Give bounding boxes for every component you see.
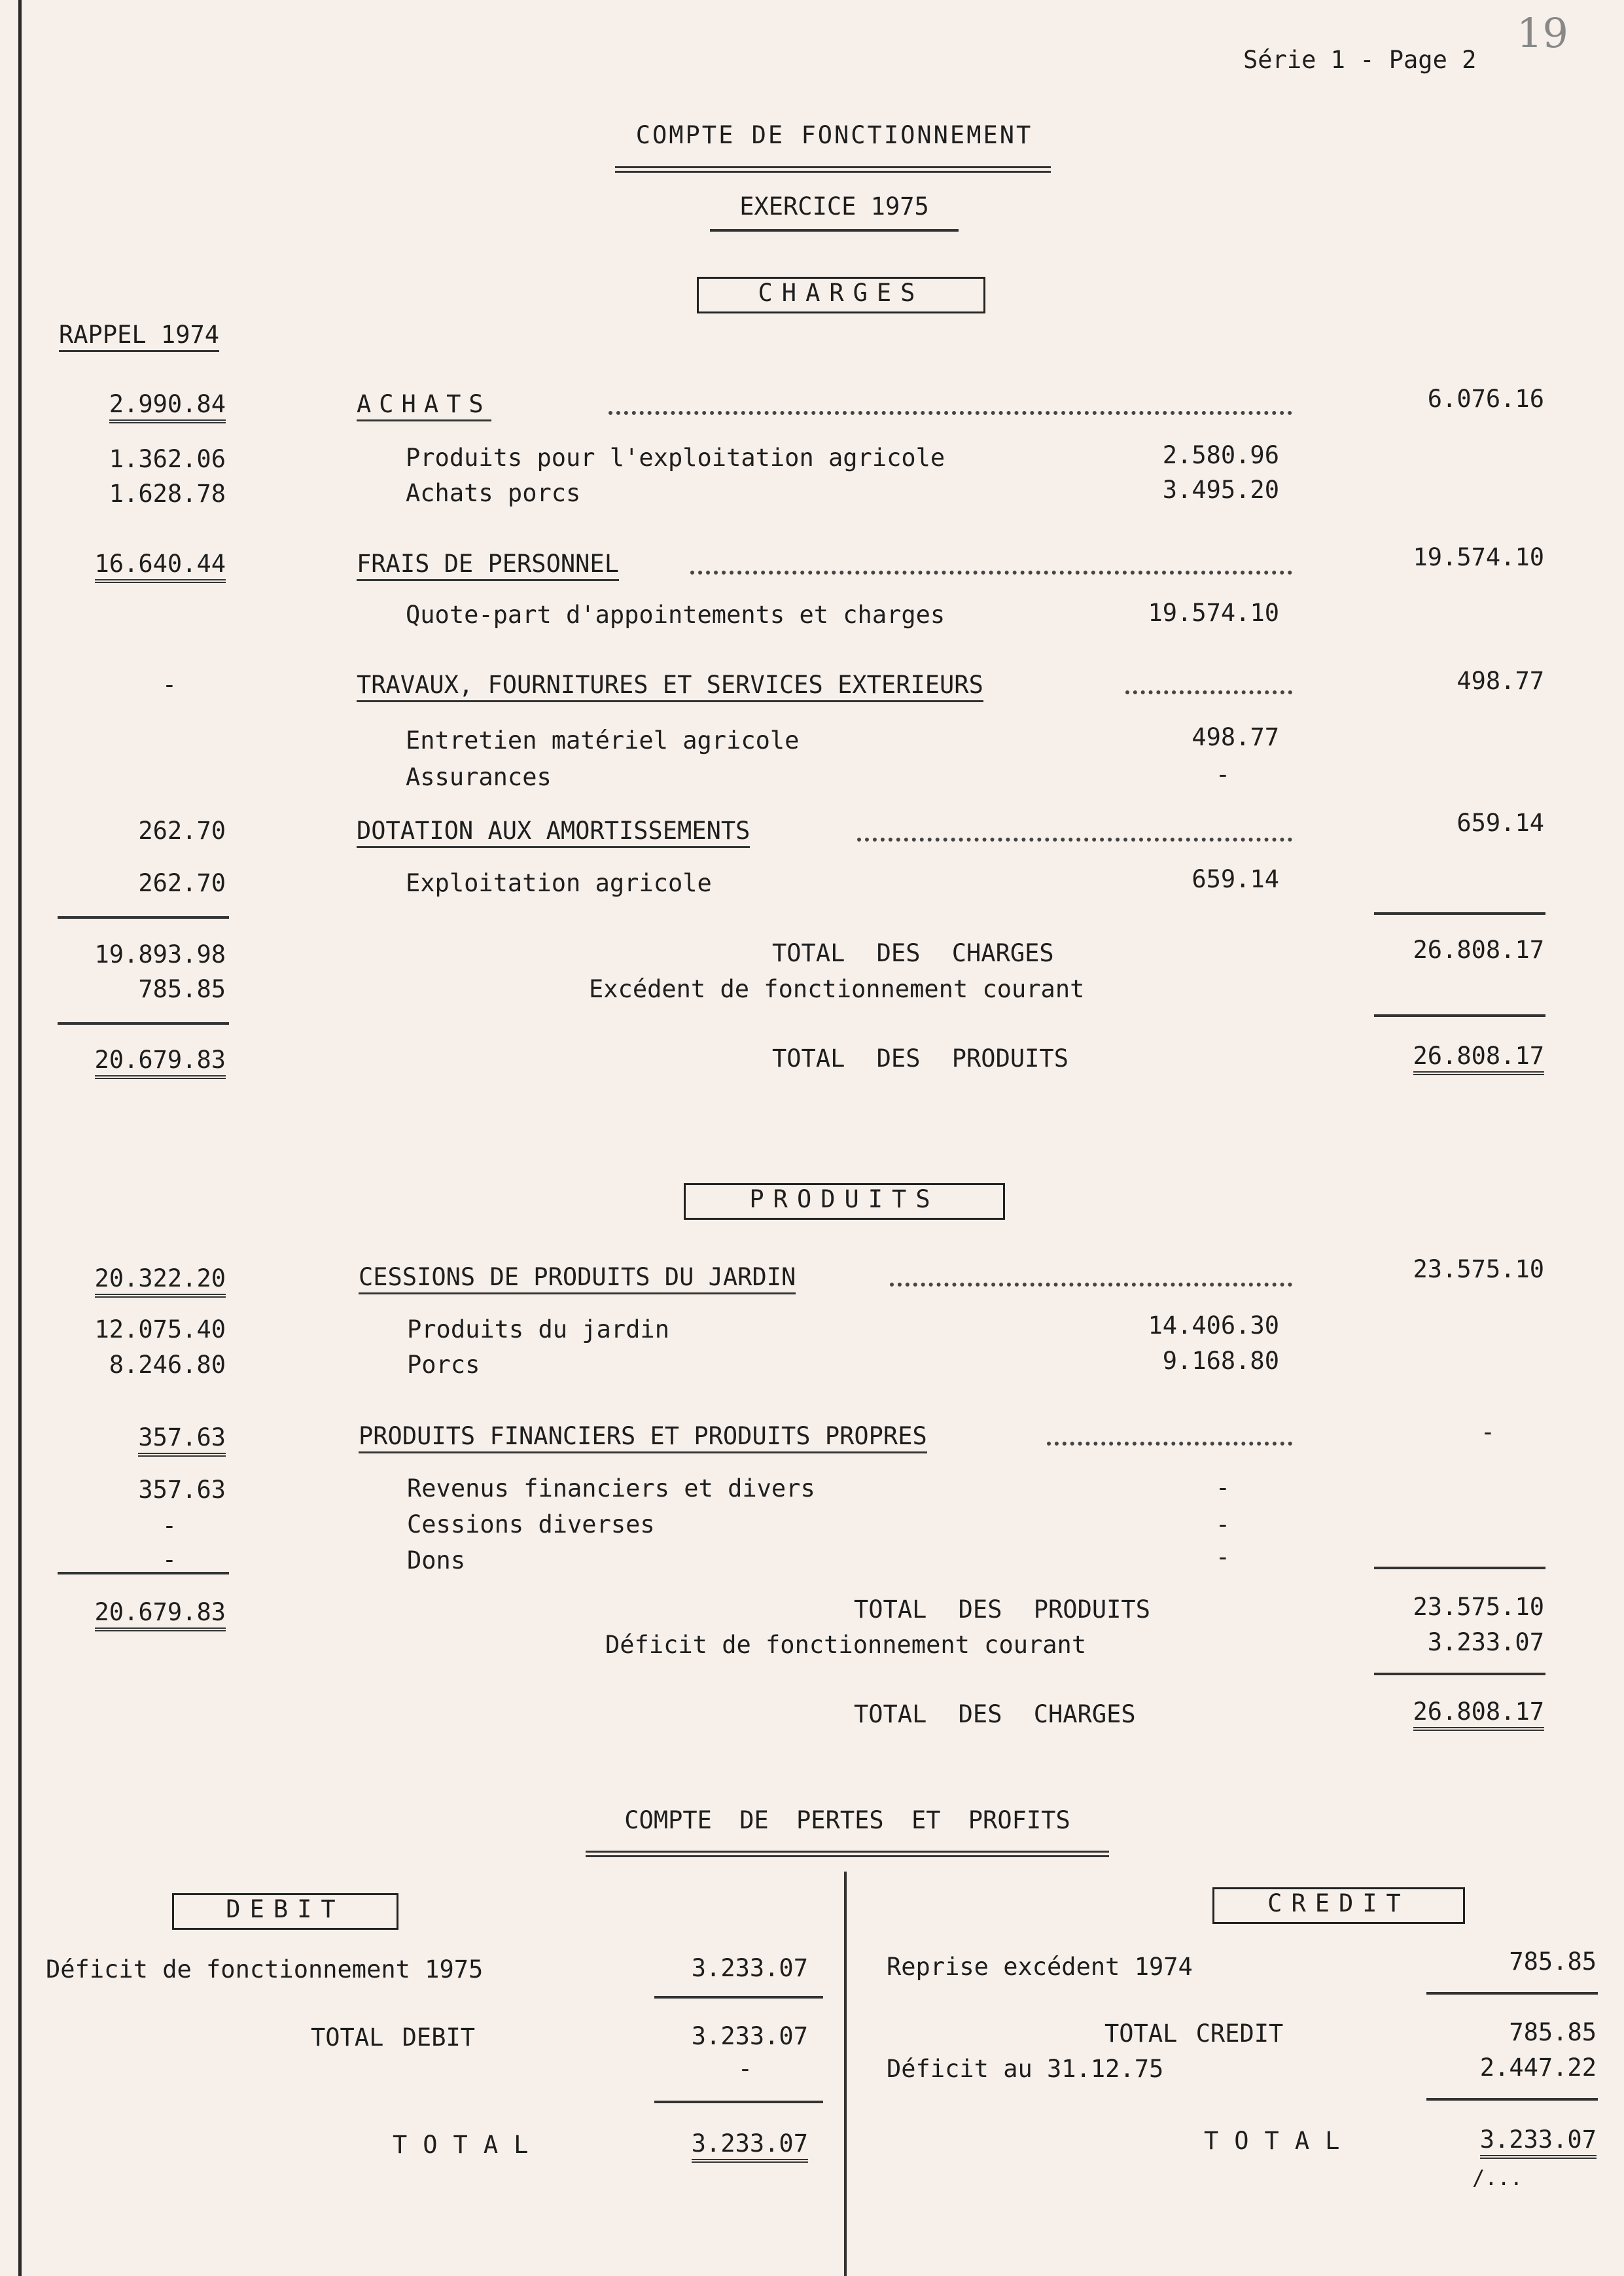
- total-charges-amount-2-value: 26.808.17: [1413, 1698, 1544, 1731]
- deficit-label: Déficit de fonctionnement courant: [605, 1631, 1087, 1659]
- debit-line-amount: 3.233.07: [691, 1954, 808, 1982]
- travaux-heading-text: TRAVAUX, FOURNITURES ET SERVICES EXTERIEURS: [357, 671, 983, 702]
- line-item-amount: 2.580.96: [1162, 441, 1279, 469]
- travaux-total: 498.77: [1456, 667, 1544, 695]
- rappel-value: -: [162, 1512, 177, 1540]
- total-produits-label-2: TOTAL DES PRODUITS: [854, 1595, 1150, 1624]
- produits-box: PRODUITS: [684, 1183, 1005, 1220]
- financiers-heading-text: PRODUITS FINANCIERS ET PRODUITS PROPRES: [359, 1422, 927, 1453]
- total-produits-amount-value: 26.808.17: [1413, 1042, 1544, 1075]
- amount-total-rule: [1374, 1014, 1545, 1017]
- financiers-total: -: [1480, 1418, 1495, 1446]
- line-item-label: Produits du jardin: [407, 1315, 669, 1343]
- line-item-label: Porcs: [407, 1351, 480, 1379]
- personnel-heading: [357, 550, 619, 578]
- pertes-profits-underline: [586, 1851, 1109, 1857]
- credit-total-rule: [1426, 2098, 1598, 2101]
- credit-subtotal-rule: [1426, 1992, 1598, 1995]
- rappel-value: 1.628.78: [109, 480, 226, 508]
- rappel-value: 12.075.40: [94, 1315, 226, 1343]
- line-item-label: Produits pour l'exploitation agricole: [406, 444, 945, 472]
- line-item-amount: 19.574.10: [1148, 599, 1279, 627]
- achats-heading: [357, 390, 491, 419]
- line-item-label: Entretien matériel agricole: [406, 726, 800, 755]
- debit-box: DEBIT: [172, 1893, 398, 1930]
- rappel-travaux: -: [162, 671, 177, 699]
- rappel-total-charges: 19.893.98: [94, 940, 226, 969]
- series-page-label: Série 1 - Page 2: [1243, 46, 1477, 74]
- exercise-underline: [710, 229, 959, 232]
- travaux-leader-dots: [1125, 690, 1292, 694]
- total-debit-label: TOTAL DEBIT: [311, 2023, 476, 2052]
- rappel-value: 8.246.80: [109, 1351, 226, 1379]
- total-credit-amount: 785.85: [1509, 2018, 1597, 2046]
- travaux-heading: [357, 671, 983, 700]
- line-item-amount: -: [1215, 1543, 1230, 1571]
- personnel-heading-text: FRAIS DE PERSONNEL: [357, 550, 619, 581]
- excedent-label: Excédent de fonctionnement courant: [589, 975, 1085, 1003]
- line-item-amount: -: [1215, 1474, 1230, 1502]
- dotation-heading-text: DOTATION AUX AMORTISSEMENTS: [357, 817, 750, 848]
- line-item-amount: 14.406.30: [1148, 1311, 1279, 1340]
- credit-line-label: Reprise excédent 1974: [887, 1953, 1193, 1981]
- line-item-amount: 659.14: [1192, 865, 1279, 893]
- total-charges-amount: 26.808.17: [1413, 936, 1544, 964]
- rappel-personnel: [65, 550, 226, 578]
- debit-credit-divider: [844, 1872, 847, 2276]
- achats-leader-dots: [609, 411, 1292, 415]
- line-item-label: Dons: [407, 1546, 466, 1574]
- rappel-total-produits-2: [65, 1598, 226, 1627]
- rappel-value: 262.70: [138, 869, 226, 897]
- line-item-amount: 3.495.20: [1162, 476, 1279, 504]
- rappel-total-produits-2-value: 20.679.83: [95, 1598, 226, 1631]
- credit-grand-total-amount: [1394, 2125, 1597, 2154]
- cessions-leader-dots: [890, 1283, 1292, 1287]
- line-item-label: Revenus financiers et divers: [407, 1474, 815, 1503]
- credit-grand-total-label: TOTAL: [1204, 2127, 1356, 2155]
- continuation-mark: /...: [1472, 2165, 1523, 2190]
- total-debit-amount: 3.233.07: [691, 2022, 808, 2050]
- dotation-total: 659.14: [1456, 809, 1544, 837]
- total-produits-amount-2: 23.575.10: [1413, 1593, 1544, 1621]
- line-item-label: Cessions diverses: [407, 1510, 655, 1538]
- rappel-dotation: 262.70: [138, 817, 226, 845]
- rappel-personnel-value: 16.640.44: [95, 550, 226, 583]
- line-item-amount: 498.77: [1192, 723, 1279, 751]
- rappel-financiers: [65, 1423, 226, 1452]
- deficit-amount: 3.233.07: [1427, 1628, 1544, 1656]
- exercise-year: EXERCICE 1975: [739, 192, 929, 221]
- credit-grand-total-value: 3.233.07: [1480, 2125, 1597, 2159]
- rappel-financiers-value: 357.63: [138, 1423, 226, 1457]
- rappel-total-produits: [65, 1046, 226, 1075]
- cessions-total: 23.575.10: [1413, 1255, 1544, 1283]
- rappel-subtotal-rule: [58, 916, 229, 919]
- line-item-amount: -: [1215, 1510, 1230, 1538]
- credit-box: CREDIT: [1212, 1887, 1465, 1924]
- total-produits-amount: [1341, 1042, 1544, 1071]
- financiers-leader-dots: [1047, 1442, 1292, 1446]
- cessions-heading: [359, 1263, 796, 1292]
- personnel-total: 19.574.10: [1413, 543, 1544, 571]
- total-charges-label-2: TOTAL DES CHARGES: [854, 1700, 1136, 1728]
- produits-subtotal-rule: [1374, 1567, 1545, 1569]
- debit-dash: -: [737, 2055, 752, 2083]
- debit-grand-total-label: TOTAL: [393, 2131, 544, 2159]
- rappel-produits-rule: [58, 1572, 229, 1574]
- rappel-achats-value: 2.990.84: [109, 390, 226, 423]
- line-item-amount: 9.168.80: [1162, 1347, 1279, 1375]
- rappel-heading-text: RAPPEL 1974: [59, 321, 219, 352]
- total-charges-amount-2: [1341, 1698, 1544, 1726]
- left-margin-rule: [18, 0, 22, 2276]
- line-item-label: Quote-part d'appointements et charges: [406, 601, 945, 629]
- line-item-label: Achats porcs: [406, 479, 581, 507]
- line-item-amount: -: [1215, 760, 1230, 789]
- rappel-value: 1.362.06: [109, 445, 226, 473]
- rappel-excedent: 785.85: [138, 975, 226, 1003]
- personnel-leader-dots: [690, 571, 1292, 575]
- rappel-cessions-value: 20.322.20: [95, 1264, 226, 1298]
- debit-subtotal-rule: [654, 1996, 823, 1999]
- dotation-leader-dots: [857, 838, 1292, 842]
- rappel-achats: [65, 390, 226, 419]
- line-item-label: Assurances: [406, 763, 552, 791]
- debit-line-label: Déficit de fonctionnement 1975: [46, 1955, 484, 1983]
- debit-total-rule: [654, 2101, 823, 2103]
- deficit-date-amount: 2.447.22: [1479, 2054, 1597, 2082]
- line-item-label: Exploitation agricole: [406, 869, 712, 897]
- achats-heading-text: ACHATS: [357, 390, 491, 421]
- charges-subtotal-rule: [1374, 912, 1545, 915]
- rappel-cessions: [65, 1264, 226, 1293]
- rappel-total-rule: [58, 1022, 229, 1025]
- document-title: COMPTE DE FONCTIONNEMENT: [635, 121, 1033, 149]
- achats-total: 6.076.16: [1427, 385, 1544, 413]
- deficit-date-label: Déficit au 31.12.75: [887, 2055, 1164, 2083]
- total-charges-label: TOTAL DES CHARGES: [772, 939, 1054, 967]
- rappel-total-produits-value: 20.679.83: [95, 1046, 226, 1079]
- charges-box: CHARGES: [697, 277, 985, 313]
- rappel-value: -: [162, 1546, 177, 1574]
- pertes-profits-title: COMPTE DE PERTES ET PROFITS: [624, 1806, 1070, 1834]
- rappel-value: 357.63: [138, 1476, 226, 1504]
- debit-grand-total-value: 3.233.07: [692, 2129, 808, 2163]
- dotation-heading: [357, 817, 750, 845]
- total-produits-label: TOTAL DES PRODUITS: [772, 1044, 1068, 1073]
- debit-grand-total-amount: [654, 2129, 808, 2158]
- charges-total-rule: [1374, 1673, 1545, 1675]
- rappel-heading: [59, 321, 219, 349]
- credit-line-amount: 785.85: [1509, 1947, 1597, 1976]
- handwritten-page-number: 19: [1517, 9, 1568, 57]
- title-underline: [615, 166, 1051, 173]
- financiers-heading: [359, 1422, 927, 1451]
- cessions-heading-text: CESSIONS DE PRODUITS DU JARDIN: [359, 1263, 796, 1294]
- total-credit-label: TOTAL CREDIT: [1104, 2019, 1284, 2048]
